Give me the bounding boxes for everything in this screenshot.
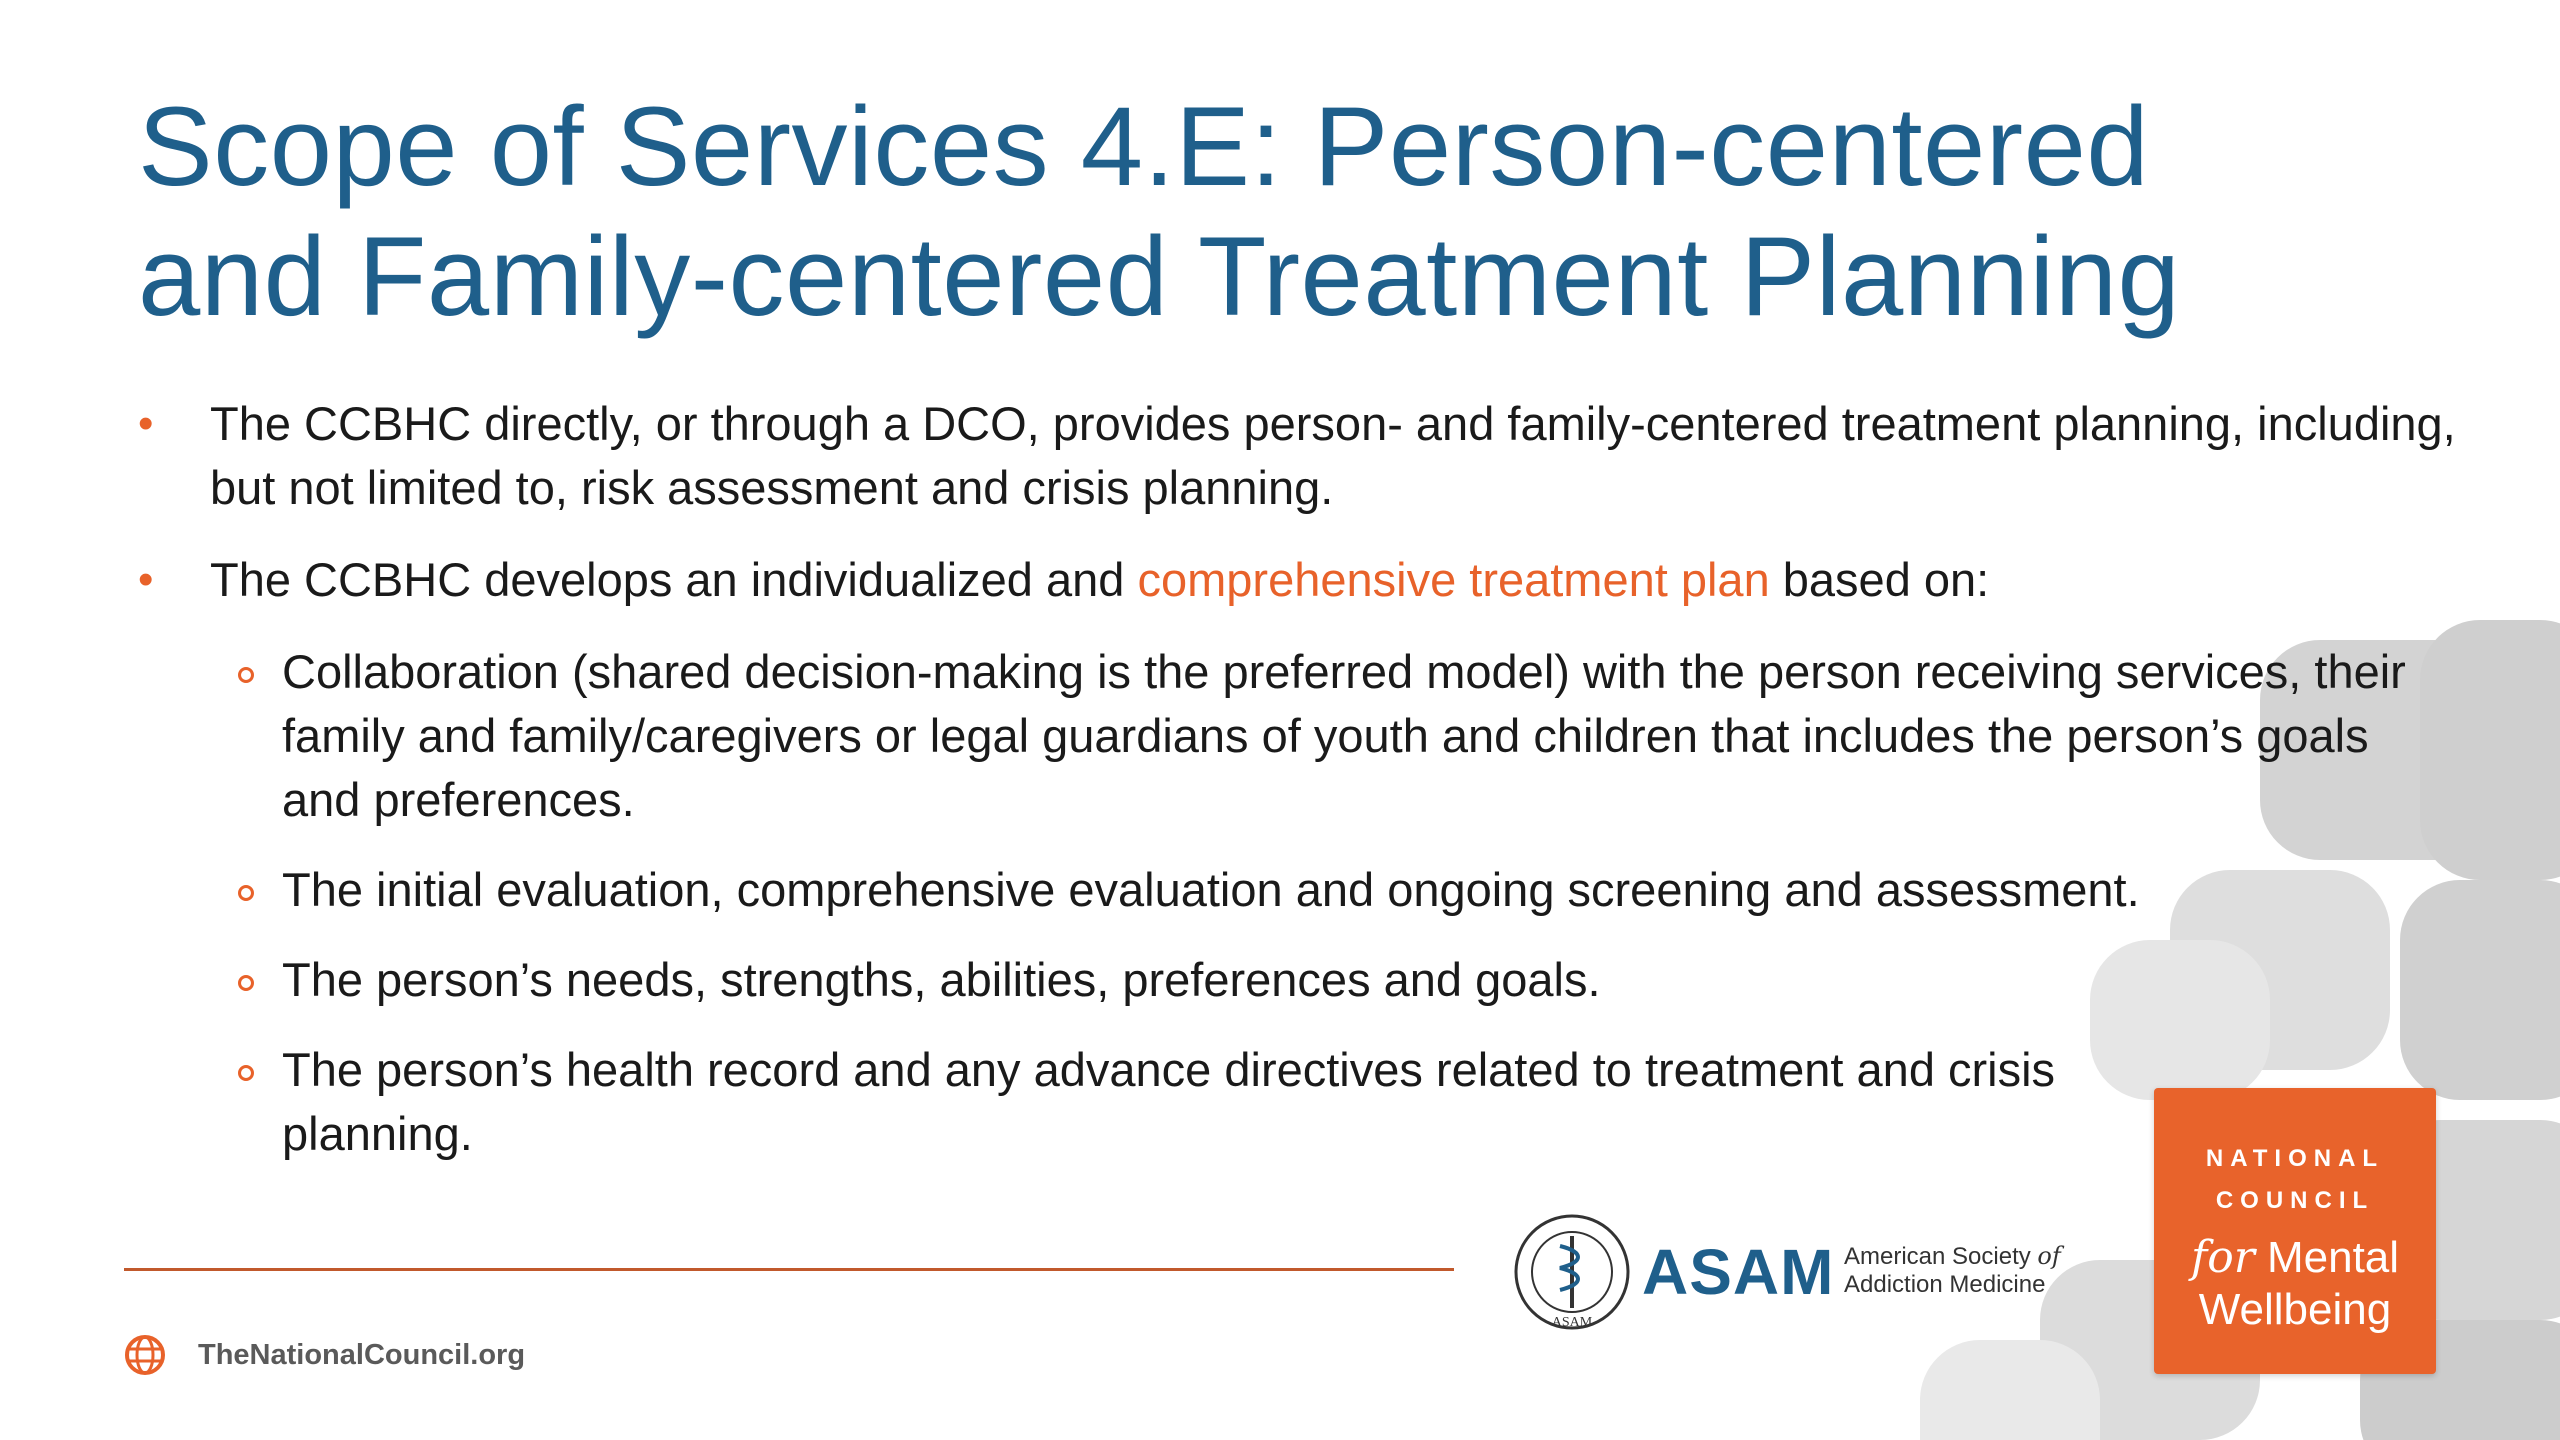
bullet-dot-icon: •: [138, 399, 154, 448]
asam-fullname-of: of: [2037, 1242, 2061, 1270]
bullet-text: The CCBHC develops an individualized and: [210, 553, 1138, 606]
title-line-2: and Family-centered Treatment Planning: [138, 214, 2181, 339]
nc-logo-line2: COUNCIL: [2215, 1187, 2375, 1214]
asam-fullname: [1844, 1242, 2061, 1299]
bullet-item: [138, 392, 2458, 520]
asam-wordmark: ASAM: [1642, 1236, 1835, 1308]
circle-bullet-icon: [238, 1065, 254, 1081]
website-link[interactable]: TheNationalCouncil.org: [198, 1339, 526, 1371]
bullet-list: [138, 392, 2458, 1192]
nc-logo-for: for: [2190, 1232, 2255, 1283]
asam-fullname-line2: Addiction Medicine: [1844, 1271, 2046, 1298]
bullet-text: The CCBHC directly, or through a DCO, provides person- and family-centered treatment planning, including, but not limited to, risk assessment and crisis planning.: [210, 397, 2456, 514]
globe-icon: [124, 1334, 166, 1376]
highlight-text: comprehensive treatment plan: [1137, 553, 1770, 606]
nc-logo-line1: NATIONAL: [2205, 1145, 2385, 1172]
nc-logo-mental: Mental: [2254, 1233, 2400, 1282]
asam-emblem-icon: [1510, 1210, 1634, 1334]
sub-bullet-item: [138, 1038, 2082, 1166]
bullet-dot-icon: •: [138, 555, 154, 604]
title-line-1: Scope of Services 4.E: Person-centered: [138, 84, 2150, 209]
asam-logo: [1510, 1210, 2070, 1340]
sub-bullet-item: [138, 640, 2458, 832]
circle-bullet-icon: [238, 975, 254, 991]
bullet-text-end: based on:: [1769, 553, 1990, 606]
footer-divider: [124, 1268, 1454, 1271]
bullet-item: [138, 548, 2458, 612]
nc-logo-line3: [2154, 1232, 2436, 1284]
sub-bullet-text: The person’s needs, strengths, abilities, preferences and goals.: [282, 953, 1601, 1006]
circle-bullet-icon: [238, 885, 254, 901]
national-council-logo: [2154, 1088, 2436, 1374]
asam-emblem-text: ASAM: [1551, 1315, 1593, 1330]
sub-bullet-item: [138, 858, 2458, 922]
sub-bullet-text: The person’s health record and any advance directives related to treatment and crisis planning.: [282, 1043, 2056, 1160]
sub-bullet-text: The initial evaluation, comprehensive evaluation and ongoing screening and assessment.: [282, 863, 2140, 916]
page-title: [138, 82, 2238, 342]
nc-logo-line4: Wellbeing: [2198, 1285, 2392, 1334]
sub-bullet-text: Collaboration (shared decision-making is the preferred model) with the person receiving services, their family and family/caregivers or legal guardians of youth and children that includes the person’s goals and preferences.: [282, 645, 2406, 826]
circle-bullet-icon: [238, 667, 254, 683]
sub-bullet-item: [138, 948, 2458, 1012]
asam-fullname-line1: American Society: [1844, 1243, 2038, 1270]
